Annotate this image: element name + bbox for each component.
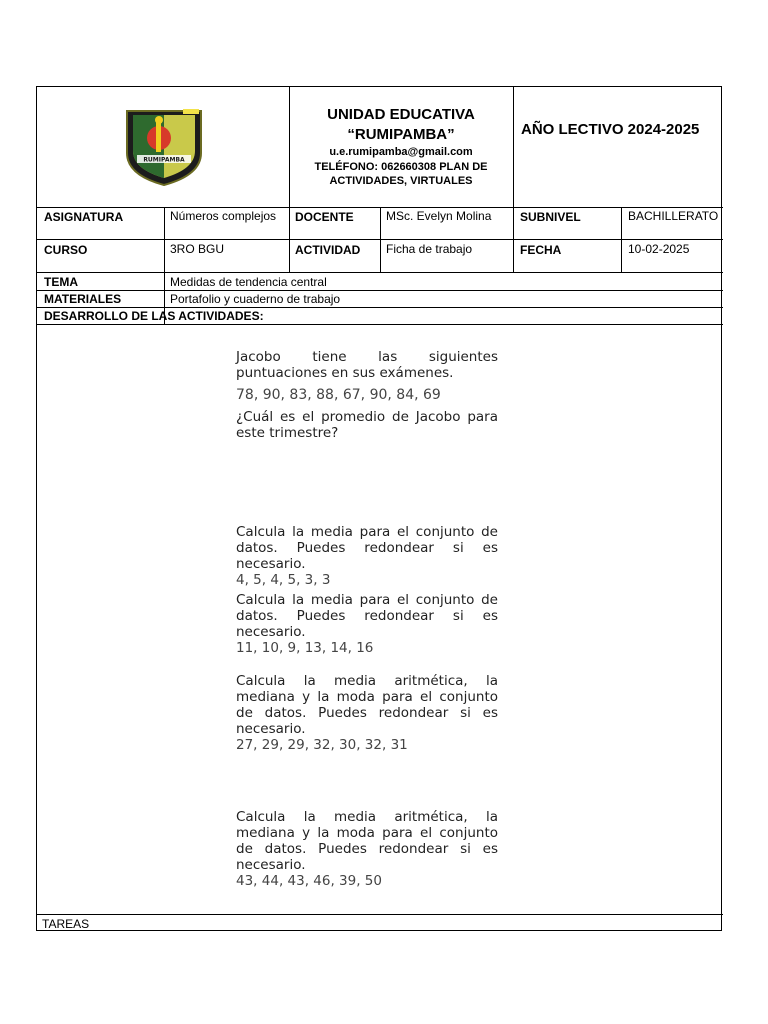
curso-value: 3RO BGU	[170, 242, 225, 256]
tareas-label: TAREAS	[42, 917, 90, 931]
docente-label: DOCENTE	[295, 210, 354, 224]
exercise-data: 11, 10, 9, 13, 14, 16	[236, 640, 374, 656]
row-divider	[37, 290, 723, 291]
exercise-2	[236, 524, 498, 588]
row-divider	[37, 324, 723, 325]
exercise-data: 43, 44, 43, 46, 39, 50	[236, 873, 382, 889]
activity-plan-document	[36, 86, 722, 931]
tema-value: Medidas de tendencia central	[170, 275, 327, 289]
exercise-text: Calcula la media aritmética, la mediana y la moda para el conjunto de datos. Puedes redondear si es necesario.	[236, 673, 498, 737]
column-divider	[164, 207, 165, 324]
column-divider	[380, 207, 381, 272]
subnivel-label: SUBNIVEL	[520, 210, 581, 224]
exercise-data: 78, 90, 83, 88, 67, 90, 84, 69	[236, 387, 441, 403]
fecha-value: 10-02-2025	[628, 242, 690, 256]
actividad-label: ACTIVIDAD	[295, 243, 361, 257]
materiales-label: MATERIALES	[44, 292, 122, 306]
fecha-label: FECHA	[520, 243, 562, 257]
exercise-text: Calcula la media para el conjunto de datos. Puedes redondear si es necesario.	[236, 592, 498, 640]
exercise-text: Calcula la media para el conjunto de datos. Puedes redondear si es necesario.	[236, 524, 498, 572]
institution-name: UNIDAD EDUCATIVA “RUMIPAMBA”	[327, 106, 475, 143]
desarrollo-label: DESARROLLO DE LAS ACTIVIDADES:	[44, 309, 264, 323]
exercise-data: 27, 29, 29, 32, 30, 32, 31	[236, 737, 408, 753]
materiales-value: Portafolio y cuaderno de trabajo	[170, 292, 341, 306]
logo-text: RUMIPAMBA	[143, 156, 185, 164]
actividad-value: Ficha de trabajo	[386, 242, 473, 256]
subnivel-value: BACHILLERATO	[628, 209, 719, 223]
exercise-text: Calcula la media aritmética, la mediana y la moda para el conjunto de datos. Puedes redondear si es necesario.	[236, 809, 498, 873]
asignatura-value: Números complejos	[170, 209, 277, 223]
tema-label: TEMA	[44, 275, 78, 289]
docente-value: MSc. Evelyn Molina	[386, 209, 492, 223]
row-divider	[37, 272, 723, 273]
institution-phone-line: TELÉFONO: 062660308 PLAN DE ACTIVIDADES, VIRTUALES	[314, 161, 488, 187]
exercise-data: 4, 5, 4, 5, 3, 3	[236, 572, 331, 588]
curso-label: CURSO	[44, 243, 88, 257]
exercise-text: Jacobo tiene las siguientes puntuaciones en sus exámenes.	[236, 349, 498, 381]
exercise-3	[236, 592, 498, 656]
exercise-5	[236, 809, 498, 889]
school-year: AÑO LECTIVO 2024-2025	[521, 121, 700, 138]
row-divider	[37, 914, 723, 915]
institution-email[interactable]: u.e.rumipamba@gmail.com	[329, 146, 473, 158]
school-logo	[119, 105, 209, 187]
asignatura-label: ASIGNATURA	[44, 210, 124, 224]
exercise-1	[236, 349, 498, 441]
exercise-question: ¿Cuál es el promedio de Jacobo para este trimestre?	[236, 409, 498, 441]
exercise-4	[236, 673, 498, 753]
column-divider	[513, 87, 514, 272]
column-divider	[621, 207, 622, 272]
